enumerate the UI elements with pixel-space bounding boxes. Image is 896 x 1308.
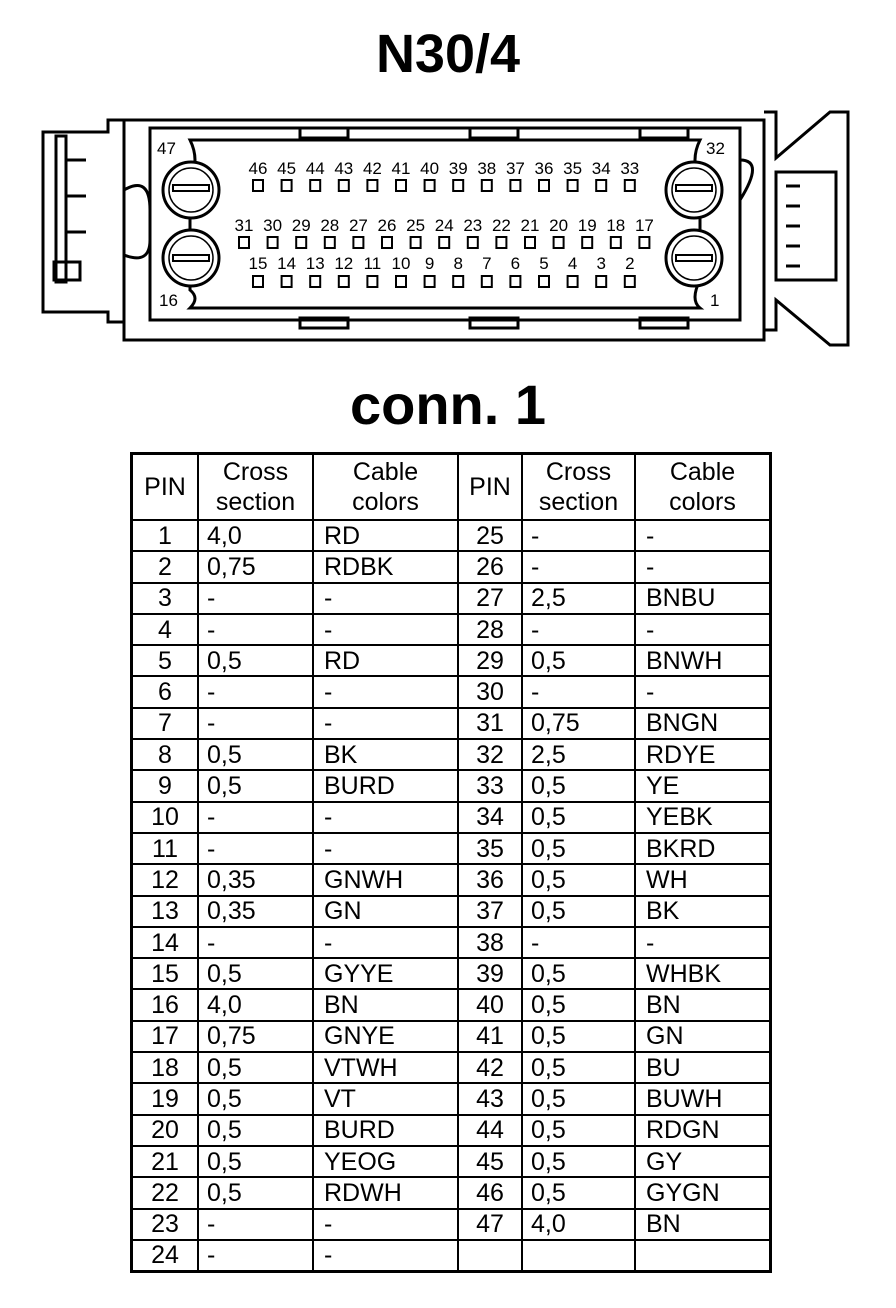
table-row xyxy=(132,927,771,958)
cell-pin: 8 xyxy=(132,739,199,770)
corner-label-1: 1 xyxy=(710,291,720,310)
pin-socket xyxy=(253,276,263,287)
pin-socket xyxy=(282,276,292,287)
cell-cross-section: 0,35 xyxy=(198,864,313,895)
pin-socket xyxy=(611,237,621,248)
pin-socket xyxy=(239,237,249,248)
header-cross-line2-2: section xyxy=(538,488,619,516)
pin-socket xyxy=(453,180,463,191)
cell-cable-color: - xyxy=(313,614,458,645)
pin-socket xyxy=(253,180,263,191)
pin-number-label: 3 xyxy=(596,254,606,273)
cell-cross-section: 0,5 xyxy=(522,989,635,1020)
cell-pin: 16 xyxy=(132,989,199,1020)
connector-diagram xyxy=(0,100,896,355)
table-row xyxy=(132,614,771,645)
header-pin-2: PIN xyxy=(458,454,522,521)
pin-number-label: 19 xyxy=(577,216,597,235)
cell-cable-color: GYGN xyxy=(635,1177,771,1208)
cell-pin: 14 xyxy=(132,927,199,958)
cell-cable-color: - xyxy=(635,520,771,551)
table-row xyxy=(132,739,771,770)
pin-socket xyxy=(639,237,649,248)
pin-number-label: 23 xyxy=(463,216,483,235)
pin-number-label: 22 xyxy=(491,216,511,235)
pin-socket xyxy=(510,276,520,287)
table-row xyxy=(132,1146,771,1177)
cell-cross-section: - xyxy=(198,708,313,739)
cell-pin: 7 xyxy=(132,708,199,739)
pin-socket xyxy=(568,180,578,191)
cell-pin: 9 xyxy=(132,770,199,801)
pin-number-label: 36 xyxy=(534,159,554,178)
cell-pin: 44 xyxy=(458,1115,522,1146)
cell-cable-color: - xyxy=(313,708,458,739)
header-cable-line1-2: Cable xyxy=(669,458,736,486)
pin-socket xyxy=(568,276,578,287)
cell-cross-section: - xyxy=(522,520,635,551)
cell-cross-section: 0,5 xyxy=(522,1052,635,1083)
pin-number-label: 33 xyxy=(620,159,640,178)
corner-label-16: 16 xyxy=(159,291,178,310)
cell-pin: 13 xyxy=(132,896,199,927)
cell-cross-section: 0,75 xyxy=(198,551,313,582)
pin-number-label: 20 xyxy=(549,216,569,235)
cell-cable-color: WHBK xyxy=(635,958,771,989)
pin-socket xyxy=(339,180,349,191)
cell-cable-color: - xyxy=(313,802,458,833)
cell-cross-section: 0,5 xyxy=(522,1115,635,1146)
cell-cross-section: 4,0 xyxy=(198,520,313,551)
cell-cross-section: 0,5 xyxy=(522,958,635,989)
cell-cross-section: - xyxy=(522,551,635,582)
pin-number-label: 27 xyxy=(348,216,368,235)
cell-cable-color: YEBK xyxy=(635,802,771,833)
cell-cable-color: - xyxy=(313,676,458,707)
cell-pin: 2 xyxy=(132,551,199,582)
cell-pin: 32 xyxy=(458,739,522,770)
header-cable-line1: Cable xyxy=(352,458,419,486)
header-cable-colors-2 xyxy=(635,454,771,521)
cell-pin: 1 xyxy=(132,520,199,551)
pin-socket xyxy=(325,237,335,248)
cell-cable-color: RDBK xyxy=(313,551,458,582)
cell-cross-section: - xyxy=(198,1240,313,1272)
cell-cross-section: 0,5 xyxy=(198,1052,313,1083)
header-pin: PIN xyxy=(132,454,199,521)
cell-cross-section: 0,35 xyxy=(198,896,313,927)
cell-pin: 27 xyxy=(458,583,522,614)
pin-number-label: 25 xyxy=(406,216,426,235)
cell-cross-section: 0,5 xyxy=(522,770,635,801)
cell-pin: 29 xyxy=(458,645,522,676)
pin-number-label: 43 xyxy=(334,159,354,178)
cell-pin: 26 xyxy=(458,551,522,582)
cell-cable-color: BU xyxy=(635,1052,771,1083)
cell-cross-section: 0,5 xyxy=(198,739,313,770)
table-row xyxy=(132,864,771,895)
cell-pin: 3 xyxy=(132,583,199,614)
table-row xyxy=(132,896,771,927)
cell-pin: 30 xyxy=(458,676,522,707)
table-header-row xyxy=(132,454,771,521)
cell-cross-section xyxy=(522,1240,635,1272)
pin-socket xyxy=(539,276,549,287)
table-row xyxy=(132,1083,771,1114)
pin-number-label: 29 xyxy=(291,216,311,235)
cell-cross-section: - xyxy=(198,676,313,707)
cell-cable-color: RDGN xyxy=(635,1115,771,1146)
cell-pin: 17 xyxy=(132,1021,199,1052)
cell-cable-color: RDYE xyxy=(635,739,771,770)
cell-cable-color: YEOG xyxy=(313,1146,458,1177)
cell-cross-section: 0,5 xyxy=(522,864,635,895)
cell-pin: 22 xyxy=(132,1177,199,1208)
pin-socket xyxy=(482,276,492,287)
cell-pin: 43 xyxy=(458,1083,522,1114)
cell-pin: 46 xyxy=(458,1177,522,1208)
cell-pin: 33 xyxy=(458,770,522,801)
pin-socket xyxy=(367,276,377,287)
pin-number-label: 8 xyxy=(453,254,463,273)
pin-number-label: 35 xyxy=(563,159,583,178)
pin-socket xyxy=(396,276,406,287)
pin-number-label: 40 xyxy=(420,159,440,178)
pin-number-label: 41 xyxy=(391,159,411,178)
cell-cable-color: BNBU xyxy=(635,583,771,614)
pin-number-label: 7 xyxy=(482,254,492,273)
pin-socket xyxy=(282,180,292,191)
pin-socket xyxy=(539,180,549,191)
cell-cross-section: 0,5 xyxy=(522,1083,635,1114)
cell-cross-section: - xyxy=(198,927,313,958)
cell-pin: 15 xyxy=(132,958,199,989)
pin-socket xyxy=(596,276,606,287)
pin-number-label: 46 xyxy=(248,159,268,178)
cell-pin: 42 xyxy=(458,1052,522,1083)
cell-cable-color: - xyxy=(313,927,458,958)
table-row xyxy=(132,520,771,551)
cell-cross-section: - xyxy=(522,614,635,645)
pin-number-label: 15 xyxy=(248,254,268,273)
connector-subtitle: conn. 1 xyxy=(349,373,547,436)
cell-cable-color: YE xyxy=(635,770,771,801)
header-cross-line2: section xyxy=(215,488,296,516)
cell-cable-color: RDWH xyxy=(313,1177,458,1208)
pin-number-label: 2 xyxy=(625,254,635,273)
cell-cross-section: 0,5 xyxy=(198,1177,313,1208)
cell-pin: 35 xyxy=(458,833,522,864)
cell-cross-section: - xyxy=(198,802,313,833)
header-cross-section xyxy=(198,454,313,521)
pin-number-label: 14 xyxy=(277,254,297,273)
cell-pin: 38 xyxy=(458,927,522,958)
pin-socket xyxy=(468,237,478,248)
pin-socket xyxy=(396,180,406,191)
cell-cross-section: 0,5 xyxy=(522,1177,635,1208)
cell-cable-color: - xyxy=(635,927,771,958)
cell-pin: 20 xyxy=(132,1115,199,1146)
pin-number-label: 21 xyxy=(520,216,540,235)
cell-cross-section: 0,5 xyxy=(198,1083,313,1114)
pin-number-label: 26 xyxy=(377,216,397,235)
cell-cross-section: - xyxy=(198,1209,313,1240)
table-row xyxy=(132,1240,771,1272)
table-row xyxy=(132,1177,771,1208)
cell-cross-section: 0,5 xyxy=(198,770,313,801)
pin-number-label: 39 xyxy=(448,159,468,178)
cell-pin: 23 xyxy=(132,1209,199,1240)
pin-socket xyxy=(625,180,635,191)
pin-number-label: 11 xyxy=(363,254,382,273)
pin-socket xyxy=(453,276,463,287)
pin-socket xyxy=(625,276,635,287)
pin-number-label: 38 xyxy=(477,159,497,178)
table-row xyxy=(132,1052,771,1083)
pin-socket xyxy=(353,237,363,248)
cell-pin: 19 xyxy=(132,1083,199,1114)
pin-socket xyxy=(525,237,535,248)
cell-cross-section: 4,0 xyxy=(522,1209,635,1240)
cell-cable-color: BN xyxy=(313,989,458,1020)
cell-pin: 6 xyxy=(132,676,199,707)
header-cable-colors xyxy=(313,454,458,521)
cell-cable-color: BN xyxy=(635,989,771,1020)
cell-cable-color: VT xyxy=(313,1083,458,1114)
pin-number-label: 5 xyxy=(539,254,549,273)
corner-label-32: 32 xyxy=(706,139,725,158)
pin-number-label: 42 xyxy=(362,159,382,178)
cell-pin: 21 xyxy=(132,1146,199,1177)
cell-cable-color: - xyxy=(313,1240,458,1272)
cell-cable-color: VTWH xyxy=(313,1052,458,1083)
pin-socket xyxy=(596,180,606,191)
cell-cable-color xyxy=(635,1240,771,1272)
cell-cross-section: 0,5 xyxy=(198,645,313,676)
pin-number-label: 31 xyxy=(234,216,254,235)
cell-cable-color: BN xyxy=(635,1209,771,1240)
cell-cable-color: BKRD xyxy=(635,833,771,864)
cell-cable-color: - xyxy=(635,551,771,582)
cell-pin: 37 xyxy=(458,896,522,927)
cell-pin: 40 xyxy=(458,989,522,1020)
table-row xyxy=(132,1115,771,1146)
pin-socket xyxy=(425,180,435,191)
pin-number-label: 4 xyxy=(567,254,578,273)
cell-cross-section: 0,5 xyxy=(522,833,635,864)
cell-cross-section: - xyxy=(198,583,313,614)
table-row xyxy=(132,583,771,614)
cell-cable-color: WH xyxy=(635,864,771,895)
cell-cable-color: - xyxy=(635,614,771,645)
cell-cable-color: BURD xyxy=(313,1115,458,1146)
cell-cross-section: - xyxy=(198,833,313,864)
pin-number-label: 28 xyxy=(320,216,340,235)
cell-cross-section: 0,5 xyxy=(522,896,635,927)
cell-cross-section: 2,5 xyxy=(522,739,635,770)
cell-cross-section: 0,75 xyxy=(198,1021,313,1052)
table-row xyxy=(132,989,771,1020)
pin-number-label: 24 xyxy=(434,216,454,235)
pin-number-label: 6 xyxy=(510,254,521,273)
pin-number-label: 44 xyxy=(305,159,325,178)
cell-pin: 10 xyxy=(132,802,199,833)
cell-cable-color: - xyxy=(313,1209,458,1240)
cell-pin: 24 xyxy=(132,1240,199,1272)
pin-number-label: 37 xyxy=(505,159,525,178)
pin-socket xyxy=(310,276,320,287)
table-row xyxy=(132,770,771,801)
pin-socket xyxy=(310,180,320,191)
cell-cross-section: 2,5 xyxy=(522,583,635,614)
cell-cross-section: 0,75 xyxy=(522,708,635,739)
cell-pin: 4 xyxy=(132,614,199,645)
cell-pin: 36 xyxy=(458,864,522,895)
cell-pin xyxy=(458,1240,522,1272)
cell-pin: 47 xyxy=(458,1209,522,1240)
cell-cross-section: 4,0 xyxy=(198,989,313,1020)
cell-cable-color: BNGN xyxy=(635,708,771,739)
pin-socket xyxy=(439,237,449,248)
header-cross-section-2 xyxy=(522,454,635,521)
pin-socket xyxy=(554,237,564,248)
table-row xyxy=(132,833,771,864)
cell-cross-section: 0,5 xyxy=(522,802,635,833)
cell-cable-color: RD xyxy=(313,520,458,551)
cell-cable-color: GNWH xyxy=(313,864,458,895)
pin-number-label: 17 xyxy=(634,216,654,235)
pin-number-label: 12 xyxy=(334,254,354,273)
table-row xyxy=(132,1209,771,1240)
header-cross-line1-2: Cross xyxy=(545,458,612,486)
pin-socket xyxy=(382,237,392,248)
cell-cross-section: 0,5 xyxy=(198,1146,313,1177)
pin-number-label: 45 xyxy=(277,159,297,178)
cell-cross-section: 0,5 xyxy=(522,1021,635,1052)
pin-table xyxy=(130,452,772,1273)
cell-pin: 39 xyxy=(458,958,522,989)
table-row xyxy=(132,551,771,582)
pin-socket xyxy=(510,180,520,191)
cell-cable-color: BUWH xyxy=(635,1083,771,1114)
cell-cable-color: BURD xyxy=(313,770,458,801)
cell-cable-color: - xyxy=(313,583,458,614)
cell-pin: 25 xyxy=(458,520,522,551)
cell-cable-color: BNWH xyxy=(635,645,771,676)
pin-socket xyxy=(367,180,377,191)
pin-socket xyxy=(296,237,306,248)
page-title: N30/4 xyxy=(375,24,521,84)
cell-pin: 12 xyxy=(132,864,199,895)
table-row xyxy=(132,958,771,989)
cell-cable-color: GYYE xyxy=(313,958,458,989)
cell-cable-color: GY xyxy=(635,1146,771,1177)
table-row xyxy=(132,802,771,833)
cell-pin: 18 xyxy=(132,1052,199,1083)
cell-cross-section: - xyxy=(522,927,635,958)
cell-cable-color: BK xyxy=(635,896,771,927)
cell-cross-section: 0,5 xyxy=(198,1115,313,1146)
cell-cross-section: 0,5 xyxy=(198,958,313,989)
header-cable-line2: colors xyxy=(352,488,419,516)
table-row xyxy=(132,645,771,676)
cell-cross-section: 0,5 xyxy=(522,645,635,676)
pin-number-label: 9 xyxy=(424,254,435,273)
header-cross-line1: Cross xyxy=(222,458,289,486)
cell-cable-color: BK xyxy=(313,739,458,770)
table-row xyxy=(132,708,771,739)
cell-pin: 41 xyxy=(458,1021,522,1052)
cell-pin: 34 xyxy=(458,802,522,833)
pin-number-label: 30 xyxy=(263,216,283,235)
pin-socket xyxy=(339,276,349,287)
cell-cable-color: RD xyxy=(313,645,458,676)
header-cable-line2-2: colors xyxy=(669,488,736,516)
cell-cable-color: - xyxy=(313,833,458,864)
pin-number-label: 34 xyxy=(591,159,611,178)
pin-number-label: 10 xyxy=(391,254,411,273)
table-row xyxy=(132,676,771,707)
cell-pin: 11 xyxy=(132,833,199,864)
pin-socket xyxy=(268,237,278,248)
pin-number-label: 18 xyxy=(606,216,626,235)
cell-pin: 45 xyxy=(458,1146,522,1177)
pin-socket xyxy=(425,276,435,287)
cell-cable-color: GN xyxy=(313,896,458,927)
corner-label-47: 47 xyxy=(157,139,176,158)
pin-socket xyxy=(482,180,492,191)
pin-socket xyxy=(411,237,421,248)
pin-number-label: 13 xyxy=(305,254,325,273)
cell-pin: 28 xyxy=(458,614,522,645)
cell-pin: 31 xyxy=(458,708,522,739)
cell-cross-section: 0,5 xyxy=(522,1146,635,1177)
cell-pin: 5 xyxy=(132,645,199,676)
cell-cross-section: - xyxy=(198,614,313,645)
pin-socket xyxy=(496,237,506,248)
table-row xyxy=(132,1021,771,1052)
cell-cable-color: GNYE xyxy=(313,1021,458,1052)
cell-cross-section: - xyxy=(522,676,635,707)
cell-cable-color: GN xyxy=(635,1021,771,1052)
pin-socket xyxy=(582,237,592,248)
cell-cable-color: - xyxy=(635,676,771,707)
